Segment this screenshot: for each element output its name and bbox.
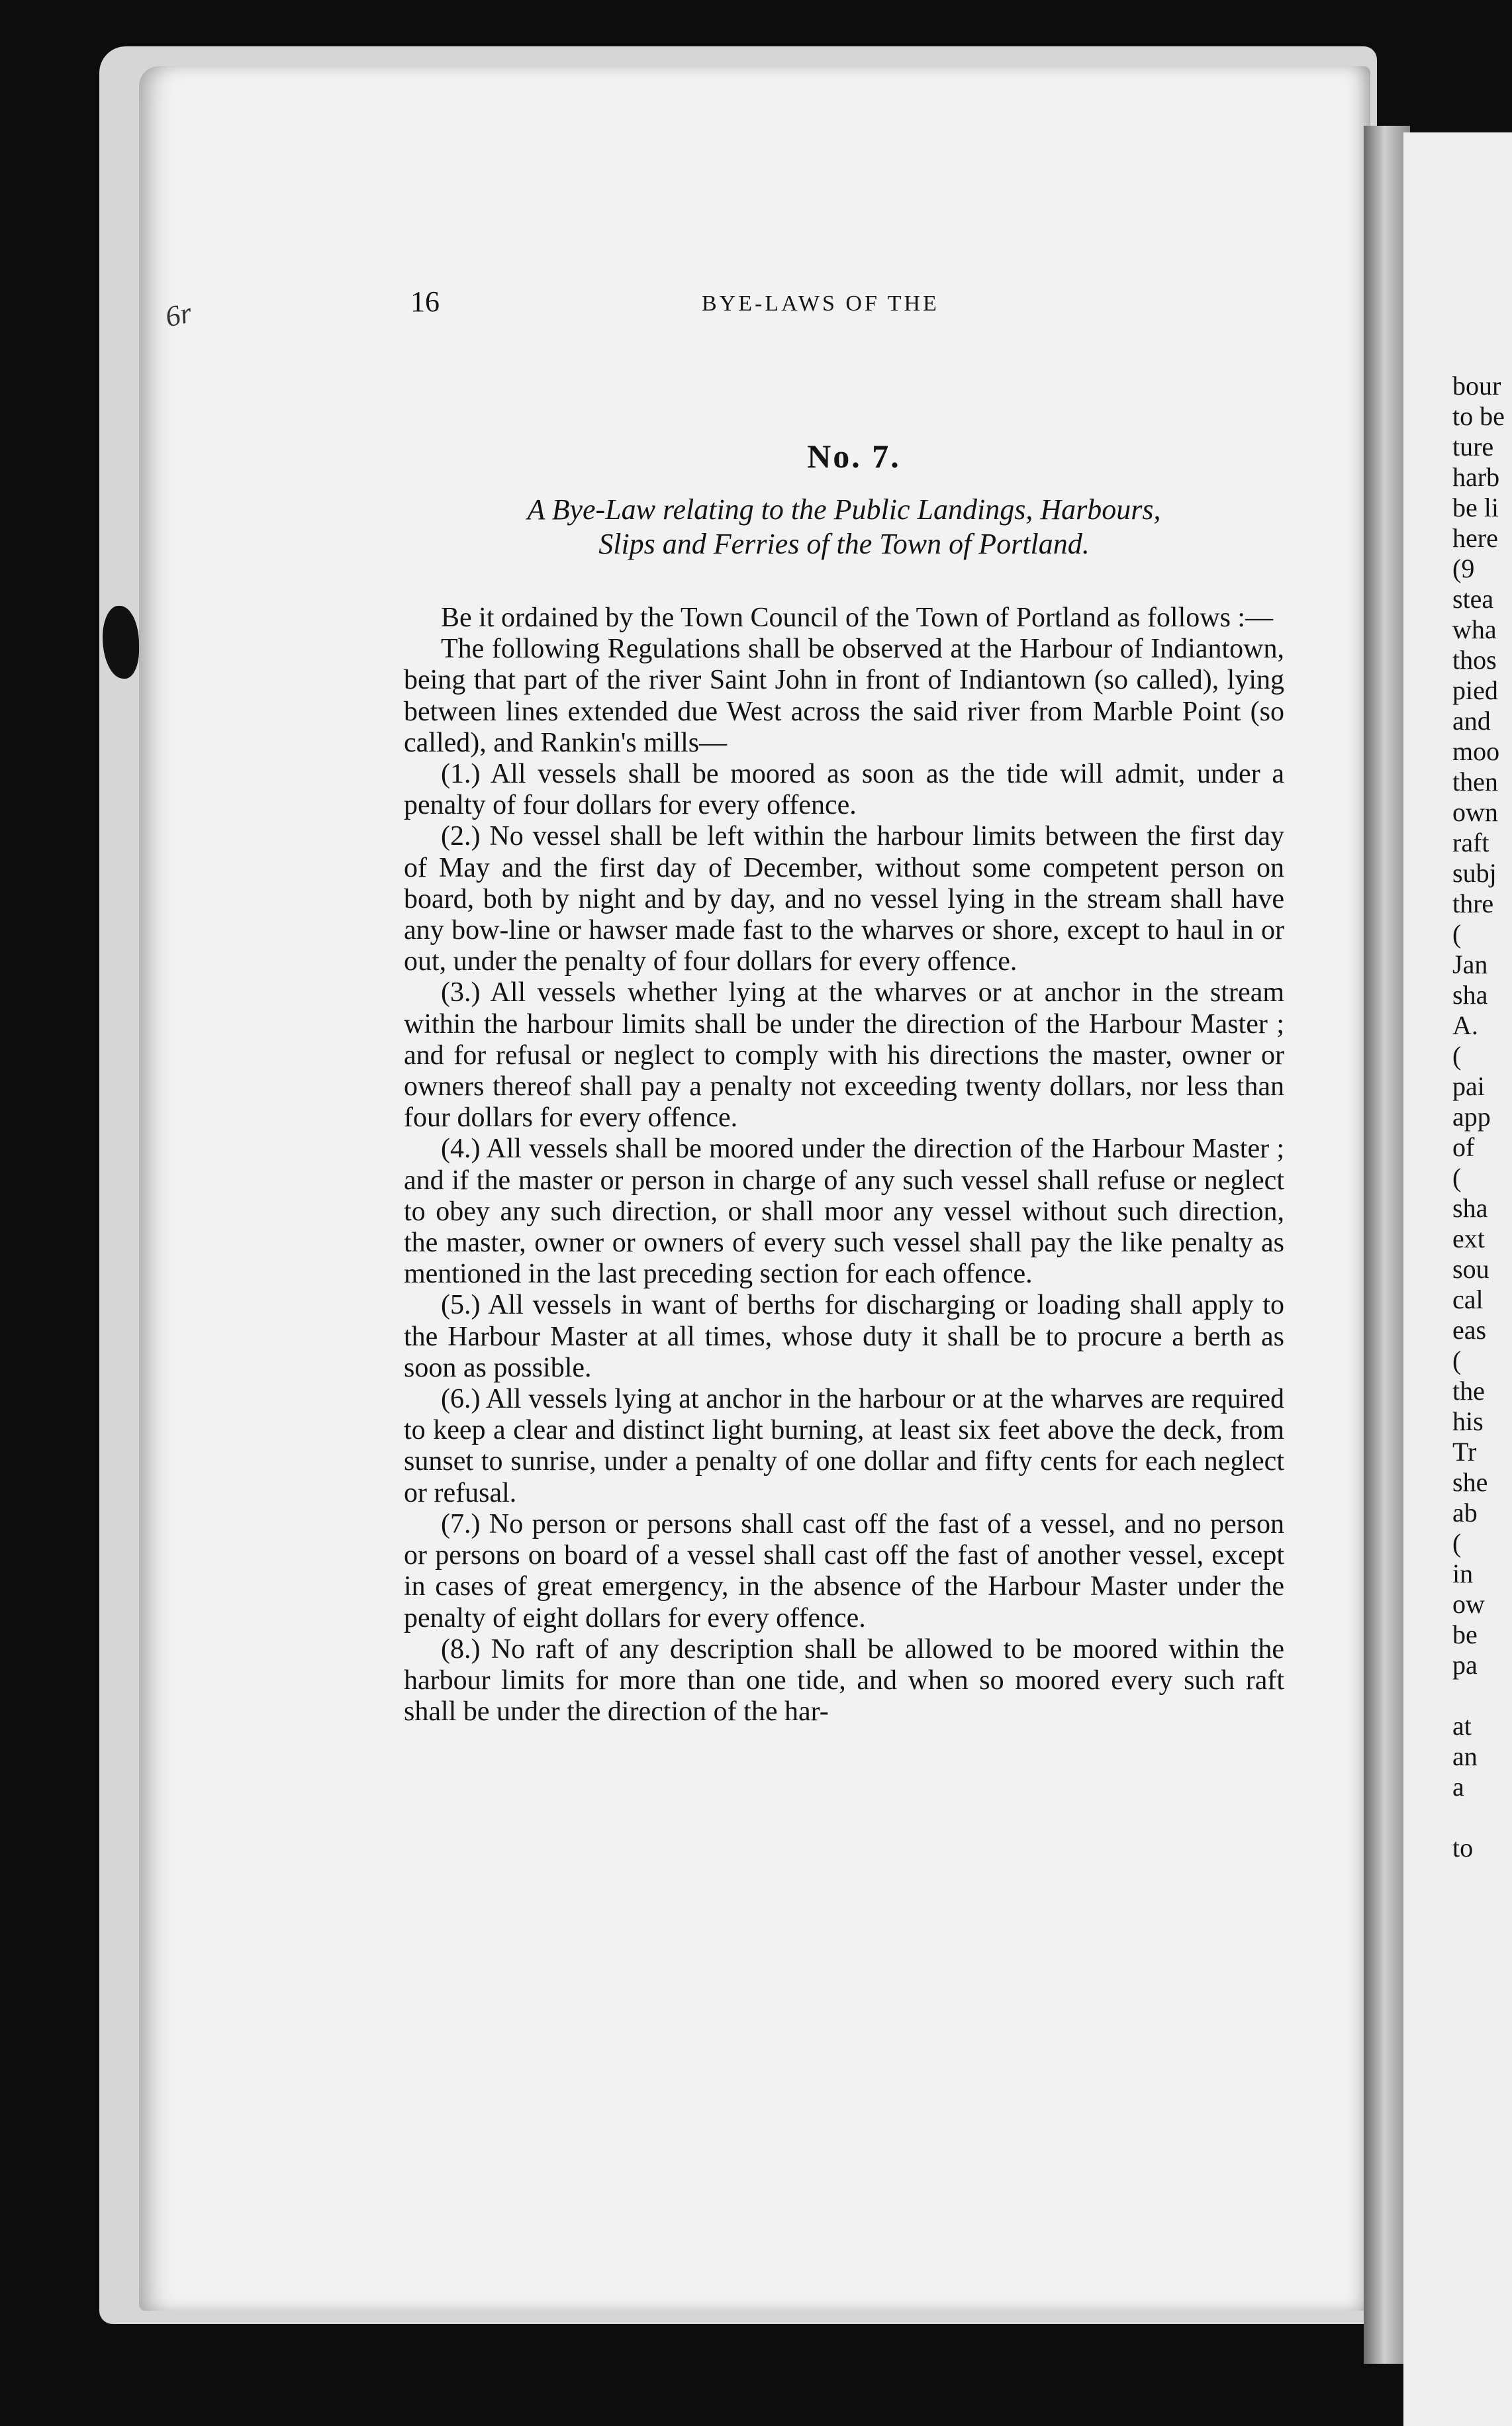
facing-page-fragment: to — [1452, 1833, 1474, 1863]
facing-page-fragment: ( — [1452, 1345, 1462, 1375]
law-number: No. 7. — [807, 438, 901, 475]
facing-page-fragment: raft — [1452, 828, 1489, 857]
facing-page-fragment: thre — [1452, 889, 1494, 918]
law-title-line-2: Slips and Ferries of the Town of Portland. — [598, 528, 1090, 560]
facing-page-fragment: ( — [1452, 1041, 1462, 1071]
body-text — [404, 603, 1284, 1727]
facing-page-fragment: harb — [1452, 462, 1500, 492]
section-2: (2.) No vessel shall be left within the harbour limits between the first day of May and the first day of December, without some competent person on board, both by night and by day, and no vessel lying in the stream shall have any bow-line or hawser made fast to the wharves or shore, except to haul in or out, under the penalty of four dollars for every offence. — [404, 821, 1284, 977]
facing-page-fragment: eas — [1452, 1315, 1487, 1345]
section-6: (6.) All vessels lying at anchor in the harbour or at the wharves are required to keep a clear and distinct light burning, at least six feet above the deck, from sunset to sunrise, under a penalty of one dollar and fifty cents for each neglect or refusal. — [404, 1384, 1284, 1508]
facing-page-fragment: be — [1452, 1620, 1478, 1649]
facing-page-fragment: pied — [1452, 675, 1498, 705]
section-1: (1.) All vessels shall be moored as soon as the tide will admit, under a penalty of four dollars for every offence. — [404, 759, 1284, 821]
page-content — [404, 437, 1284, 1727]
paragraph-intro: The following Regulations shall be observed at the Harbour of Indiantown, being that part of the river Saint John in front of Indiantown (so called), lying between lines extended due West across the said river from Marble Point (so called), and Rankin's mills— — [404, 634, 1284, 758]
facing-page-fragment: ( — [1452, 919, 1462, 949]
facing-page-fragment: then — [1452, 767, 1498, 797]
facing-page-fragment: be li — [1452, 493, 1499, 522]
facing-page-fragment: moo — [1452, 736, 1500, 766]
facing-page-fragment: A. — [1452, 1010, 1478, 1040]
facing-page-fragment: app — [1452, 1102, 1491, 1132]
facing-page-fragment: ext — [1452, 1224, 1485, 1253]
section-7: (7.) No person or persons shall cast off the fast of a vessel, and no person or persons on board of a vessel shall cast off the fast of another vessel, except in cases of great emergency, in the absence of the Harbour Master under the penalty of eight dollars for every offence. — [404, 1508, 1284, 1633]
facing-page-fragment: pa — [1452, 1650, 1478, 1680]
facing-page-fragment: wha — [1452, 614, 1497, 644]
facing-page-fragment: at — [1452, 1711, 1472, 1741]
facing-page-fragment: ( — [1452, 1528, 1462, 1558]
facing-page-fragment: in — [1452, 1559, 1474, 1588]
facing-page-fragment: ture — [1452, 432, 1494, 461]
facing-page-fragment: sou — [1452, 1254, 1489, 1284]
facing-page-fragment: sha — [1452, 1193, 1488, 1223]
facing-page-fragment: Jan — [1452, 949, 1488, 979]
facing-page-fragment: stea — [1452, 584, 1494, 614]
facing-page-fragment: of — [1452, 1132, 1475, 1162]
facing-page-fragment: ( — [1452, 1163, 1462, 1192]
page-header — [410, 285, 1284, 324]
facing-page-fragment — [1452, 1802, 1512, 1833]
facing-page-fragment: ab — [1452, 1498, 1478, 1528]
facing-page-text — [1452, 371, 1512, 1863]
margin-note: 6r — [162, 296, 195, 334]
facing-page-fragment: ow — [1452, 1589, 1485, 1619]
section-8: (8.) No raft of any description shall be allowed to be moored within the harbour limits for more than one tide, and when so moored every such raft shall be under the direction of the har- — [404, 1633, 1284, 1727]
facing-page-fragment: pai — [1452, 1071, 1485, 1101]
facing-page-fragment: cal — [1452, 1285, 1484, 1314]
facing-page-fragment: bour — [1452, 371, 1501, 401]
page-number: 16 — [410, 285, 440, 318]
running-head: BYE-LAWS OF THE — [702, 291, 939, 316]
section-5: (5.) All vessels in want of berths for discharging or loading shall apply to the Harbour Master at all times, whose duty it shall be to procure a berth as soon as possible. — [404, 1290, 1284, 1383]
law-title-line-1: A Bye-Law relating to the Public Landings, Harbours, — [527, 493, 1161, 526]
law-title — [404, 493, 1284, 561]
facing-page-fragment: Tr — [1452, 1437, 1477, 1467]
facing-page-fragment: and — [1452, 706, 1491, 736]
facing-page-fragment: a — [1452, 1772, 1464, 1802]
facing-page-fragment: the — [1452, 1376, 1485, 1406]
facing-page-fragment: his — [1452, 1406, 1484, 1436]
facing-page-fragment: subj — [1452, 858, 1497, 888]
section-4: (4.) All vessels shall be moored under the direction of the Harbour Master ; and if the master or person in charge of any such vessel shall refuse or neglect to obey any such direction, or shall moor any vessel without such direction, the master, owner or owners of every such vessel shall pay the like penalty as mentioned in the last preceding section for each offence. — [404, 1134, 1284, 1290]
facing-page-fragment: thos — [1452, 645, 1497, 675]
facing-page-fragment: own — [1452, 797, 1498, 827]
facing-page-fragment: an — [1452, 1741, 1478, 1771]
facing-page-fragment — [1452, 1680, 1512, 1711]
facing-page-fragment: (9 — [1452, 554, 1475, 583]
section-3: (3.) All vessels whether lying at the wharves or at anchor in the stream within the harbour limits shall be under the direction of the Harbour Master ; and for refusal or neglect to comply with his directions the master, owner or owners thereof shall pay a penalty not exceeding twenty dollars, nor less than four dollars for every offence. — [404, 977, 1284, 1134]
facing-page-fragment: she — [1452, 1467, 1488, 1497]
facing-page-fragment: to be — [1452, 401, 1505, 431]
paragraph-preamble: Be it ordained by the Town Council of the Town of Portland as follows :— — [441, 603, 1274, 633]
facing-page-fragment: sha — [1452, 980, 1488, 1010]
facing-page-fragment: here — [1452, 523, 1498, 553]
